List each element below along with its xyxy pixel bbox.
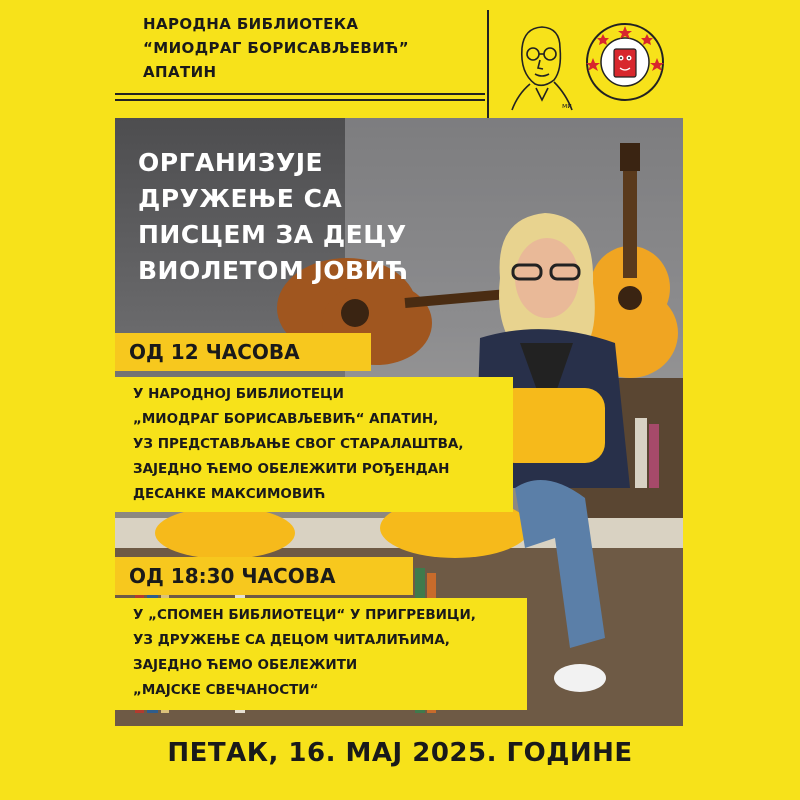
event2-line: ЗАЈЕДНО ЋЕМО ОБЕЛЕЖИТИ bbox=[133, 657, 358, 673]
event2-line: „МАЈСКЕ СВЕЧАНОСТИ“ bbox=[133, 682, 319, 698]
header-divider bbox=[115, 93, 485, 107]
event2-line: УЗ ДРУЖЕЊЕ СА ДЕЦОМ ЧИТАЛИЋИМА, bbox=[133, 632, 450, 648]
event-title bbox=[138, 145, 408, 289]
event2-time-tag: ОД 18:30 ЧАСОВА bbox=[115, 557, 413, 595]
event1-line: УЗ ПРЕДСТАВЉАЊЕ СВОГ СТАРАЛАШТВА, bbox=[133, 436, 464, 452]
portrait-sketch-icon bbox=[500, 18, 580, 113]
svg-text:ми: ми bbox=[562, 102, 572, 110]
event1-line: У НАРОДНОЈ БИБЛИОТЕЦИ bbox=[133, 386, 344, 402]
event1-details bbox=[115, 377, 513, 512]
event-date: ПЕТАК, 16. МАЈ 2025. ГОДИНЕ bbox=[167, 738, 633, 768]
library-name-line2: “МИОДРАГ БОРИСАВЉЕВИЋ” bbox=[143, 39, 409, 57]
title-line: ВИОЛЕТОМ ЈОВИЋ bbox=[138, 256, 409, 285]
chitalichi-aleksinac-logo bbox=[585, 22, 665, 102]
event1-line: ДЕСАНКЕ МАКСИМОВИЋ bbox=[133, 486, 326, 502]
event1-line: „МИОДРАГ БОРИСАВЉЕВИЋ“ АПАТИН, bbox=[133, 411, 439, 427]
title-line: ОРГАНИЗУЈЕ bbox=[138, 148, 324, 177]
library-name bbox=[143, 12, 463, 84]
library-name-line1: НАРОДНА БИБЛИОТЕКА bbox=[143, 15, 359, 33]
event2-details bbox=[115, 598, 527, 710]
event2-line: У „СПОМЕН БИБЛИОТЕЦИ“ У ПРИГРЕВИЦИ, bbox=[133, 607, 476, 623]
event1-time-tag: ОД 12 ЧАСОВА bbox=[115, 333, 371, 371]
title-line: ДРУЖЕЊЕ СА bbox=[138, 184, 343, 213]
library-name-line3: АПАТИН bbox=[143, 63, 217, 81]
event1-line: ЗАЈЕДНО ЋЕМО ОБЕЛЕЖИТИ РОЂЕНДАН bbox=[133, 461, 450, 477]
header-vertical-divider bbox=[487, 10, 489, 118]
title-line: ПИСЦЕМ ЗА ДЕЦУ bbox=[138, 220, 407, 249]
